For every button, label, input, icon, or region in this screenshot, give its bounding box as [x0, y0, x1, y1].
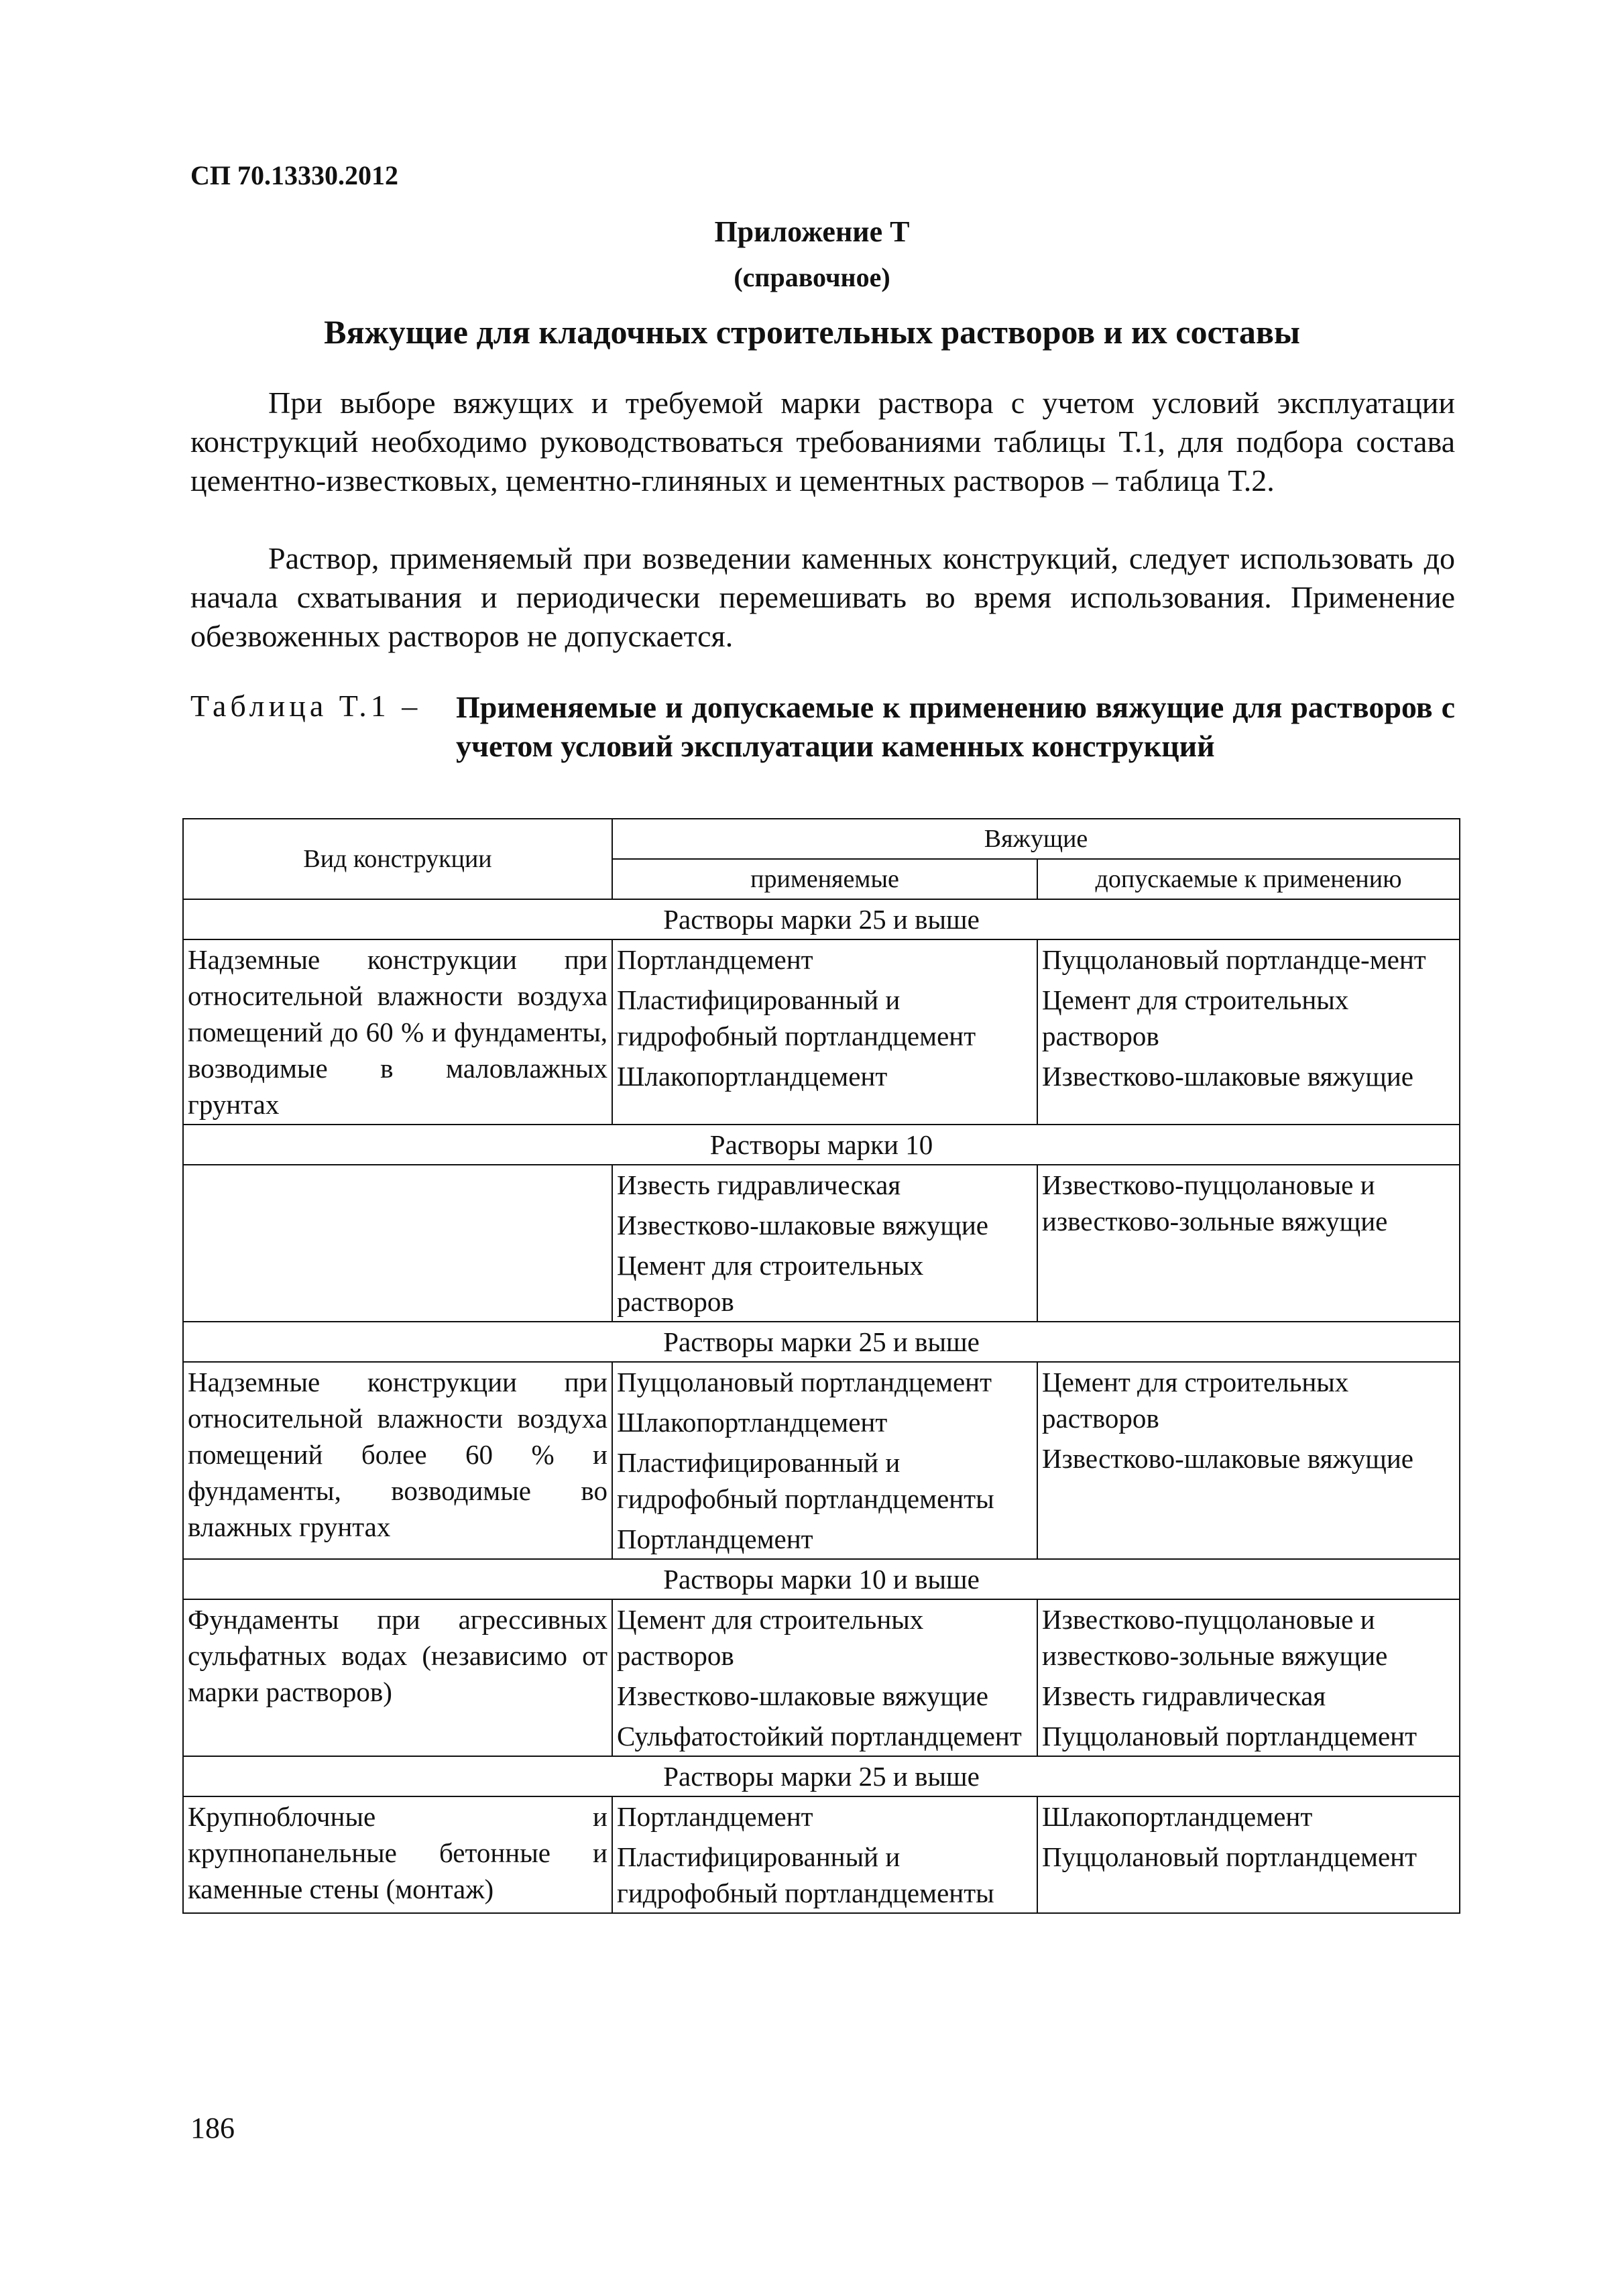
allowed-binders-cell [1037, 1796, 1460, 1913]
group-heading-row [183, 1125, 1460, 1165]
allowed-binder-item: Известь гидравлическая [1042, 1680, 1326, 1711]
main-title: Вяжущие для кладочных строительных растворов и их составы [324, 313, 1300, 351]
construction-cell [183, 1165, 612, 1322]
used-binder-item: Пластифицированный и гидрофобный портландцементы [617, 1841, 994, 1908]
appendix-title: Приложение Т [714, 215, 910, 248]
header-used: применяемые [612, 859, 1037, 899]
construction-cell: Крупноблочные и крупнопанельные бетонные и каменные стены (монтаж) [183, 1796, 612, 1913]
construction-cell: Надземные конструкции при относительной влажности воздуха помещений более 60 % и фундаменты, возводимые во влажных грунтах [183, 1362, 612, 1559]
used-binder-item: Известково-шлаковые вяжущие [617, 1210, 988, 1241]
construction-cell: Фундаменты при агрессивных сульфатных водах (независимо от марки растворов) [183, 1599, 612, 1756]
table-row [183, 1362, 1460, 1559]
group-heading-row [183, 1559, 1460, 1599]
table-caption-text: Применяемые и допускаемые к применению вяжущие для растворов с учетом условий эксплуатации каменных конструкций [456, 690, 1455, 763]
group-heading: Растворы марки 25 и выше [183, 1322, 1460, 1362]
allowed-binders-cell [1037, 939, 1460, 1125]
table-caption-label: Таблица Т.1 – [190, 689, 422, 723]
used-binder-item: Сульфатостойкий портландцемент [617, 1721, 1022, 1752]
appendix-subtitle: (справочное) [734, 262, 890, 292]
table-row [183, 1796, 1460, 1913]
used-binder-item: Пуццолановый портландцемент [617, 1367, 992, 1397]
allowed-binders-cell [1037, 1599, 1460, 1756]
allowed-binder-item: Известково-пуццолановые и известково-зольные вяжущие [1042, 1604, 1388, 1671]
used-binder-item: Цемент для строительных растворов [617, 1250, 924, 1317]
construction-cell: Надземные конструкции при относительной влажности воздуха помещений до 60 % и фундаменты, возводимые в маловлажных грунтах [183, 939, 612, 1125]
used-binder-item: Пластифицированный и гидрофобный портландцементы [617, 1447, 994, 1514]
header-allowed: допускаемые к применению [1037, 859, 1460, 899]
allowed-binder-item: Известково-шлаковые вяжущие [1042, 1061, 1413, 1092]
header-binders: Вяжущие [612, 819, 1460, 859]
group-heading-row [183, 1322, 1460, 1362]
intro-paragraph: При выборе вяжущих и требуемой марки раствора с учетом условий эксплуатации конструкций необходимо руководствоваться требованиями таблицы Т.1, для подбора состава цементно-известковых, цементно-глиняных и цементных растворов – таблица Т.2. [190, 386, 1455, 498]
allowed-binder-item: Пуццолановый портландцемент [1042, 1721, 1417, 1752]
usage-paragraph: Раствор, применяемый при возведении каменных конструкций, следует использовать до начала схватывания и периодически перемешивать во время использования. Применение обезвоженных растворов не допускается. [190, 541, 1455, 653]
used-binder-item: Известково-шлаковые вяжущие [617, 1680, 988, 1711]
used-binder-item: Шлакопортландцемент [617, 1061, 888, 1092]
allowed-binders-cell [1037, 1165, 1460, 1322]
table-body [183, 899, 1460, 1913]
used-binder-item: Пластифицированный и гидрофобный портландцемент [617, 984, 976, 1051]
used-binder-item: Портландцемент [617, 1524, 813, 1554]
group-heading-row [183, 1756, 1460, 1796]
allowed-binder-item: Цемент для строительных растворов [1042, 1367, 1349, 1434]
used-binder-item: Портландцемент [617, 1801, 813, 1832]
table-row [183, 939, 1460, 1125]
table-row [183, 1599, 1460, 1756]
used-binders-cell [612, 1362, 1037, 1559]
used-binders-cell [612, 1599, 1037, 1756]
group-heading-row [183, 899, 1460, 939]
allowed-binder-item: Известково-пуццолановые и известково-зольные вяжущие [1042, 1169, 1388, 1237]
used-binders-cell [612, 1165, 1037, 1322]
group-heading: Растворы марки 10 и выше [183, 1559, 1460, 1599]
used-binders-cell [612, 1796, 1037, 1913]
used-binder-item: Известь гидравлическая [617, 1169, 901, 1200]
used-binder-item: Цемент для строительных растворов [617, 1604, 924, 1671]
used-binder-item: Шлакопортландцемент [617, 1407, 888, 1438]
page-number: 186 [190, 2112, 235, 2144]
used-binder-item: Портландцемент [617, 944, 813, 975]
allowed-binder-item: Шлакопортландцемент [1042, 1801, 1313, 1832]
allowed-binder-item: Пуццолановый портландце-мент [1042, 944, 1426, 975]
allowed-binder-item: Цемент для строительных растворов [1042, 984, 1349, 1051]
allowed-binder-item: Пуццолановый портландцемент [1042, 1841, 1417, 1872]
table-row [183, 1165, 1460, 1322]
document-code: СП 70.13330.2012 [190, 160, 398, 190]
allowed-binders-cell [1037, 1362, 1460, 1559]
group-heading: Растворы марки 25 и выше [183, 1756, 1460, 1796]
binders-table [182, 818, 1460, 1914]
group-heading: Растворы марки 25 и выше [183, 899, 1460, 939]
group-heading: Растворы марки 10 [183, 1125, 1460, 1165]
used-binders-cell [612, 939, 1037, 1125]
header-construction-type: Вид конструкции [183, 819, 612, 899]
allowed-binder-item: Известково-шлаковые вяжущие [1042, 1443, 1413, 1474]
